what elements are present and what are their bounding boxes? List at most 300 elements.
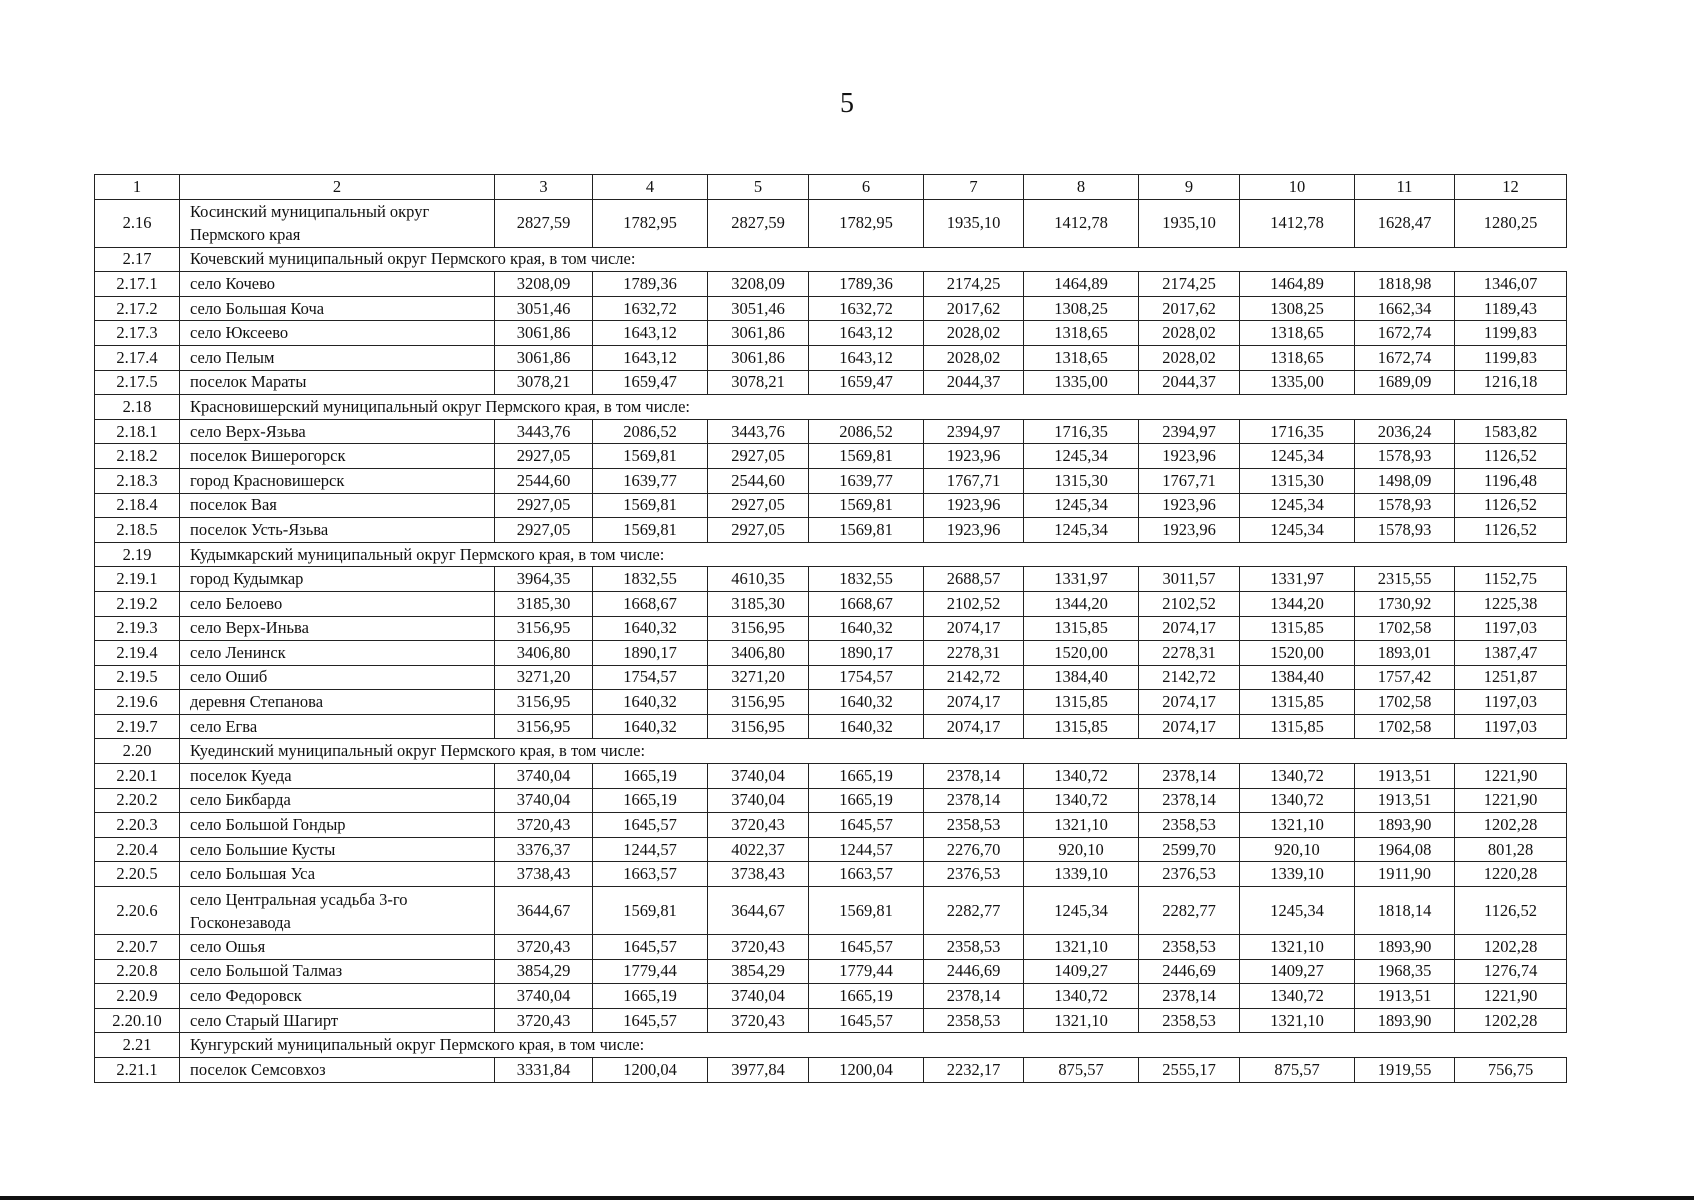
value-cell: 1818,14 (1355, 887, 1455, 935)
value-cell: 1643,12 (593, 321, 708, 346)
value-cell: 1387,47 (1455, 641, 1567, 666)
value-cell: 1221,90 (1455, 984, 1567, 1009)
value-cell: 1331,97 (1240, 567, 1355, 592)
value-cell: 1964,08 (1355, 837, 1455, 862)
value-cell: 1716,35 (1024, 419, 1139, 444)
value-cell: 1339,10 (1240, 862, 1355, 887)
table-row (95, 296, 1567, 321)
value-cell: 1645,57 (593, 1008, 708, 1033)
scan-edge-line (0, 1196, 1694, 1200)
section-row (95, 247, 1567, 272)
value-cell: 1767,71 (924, 468, 1024, 493)
value-cell: 2927,05 (495, 493, 593, 518)
value-cell: 1640,32 (593, 714, 708, 739)
value-cell: 1340,72 (1240, 984, 1355, 1009)
locality-name-cell: поселок Мараты (180, 370, 495, 395)
value-cell: 1789,36 (809, 272, 924, 297)
value-cell: 1384,40 (1024, 665, 1139, 690)
value-cell: 3156,95 (495, 616, 593, 641)
value-cell: 1409,27 (1240, 959, 1355, 984)
value-cell: 2927,05 (708, 518, 809, 543)
value-cell: 2028,02 (924, 321, 1024, 346)
row-number-cell: 2.17.5 (95, 370, 180, 395)
value-cell: 1913,51 (1355, 788, 1455, 813)
value-cell: 2142,72 (924, 665, 1024, 690)
value-cell: 1923,96 (924, 493, 1024, 518)
table-row (95, 616, 1567, 641)
value-cell: 2599,70 (1139, 837, 1240, 862)
value-cell: 3406,80 (495, 641, 593, 666)
value-cell: 1315,85 (1240, 690, 1355, 715)
section-title-cell: Куединский муниципальный округ Пермского края, в том числе: (180, 739, 1567, 764)
value-cell: 1280,25 (1455, 199, 1567, 247)
value-cell: 2074,17 (1139, 714, 1240, 739)
value-cell: 3740,04 (708, 984, 809, 1009)
value-cell: 2044,37 (924, 370, 1024, 395)
value-cell: 1754,57 (593, 665, 708, 690)
value-cell: 3720,43 (495, 935, 593, 960)
value-cell: 1126,52 (1455, 493, 1567, 518)
value-cell: 1464,89 (1240, 272, 1355, 297)
value-cell: 3156,95 (495, 714, 593, 739)
locality-name-cell: село Большие Кусты (180, 837, 495, 862)
value-cell: 875,57 (1240, 1058, 1355, 1083)
value-cell: 3720,43 (708, 1008, 809, 1033)
value-cell: 1569,81 (593, 444, 708, 469)
locality-name-cell: село Ошья (180, 935, 495, 960)
value-cell: 756,75 (1455, 1058, 1567, 1083)
value-cell: 3644,67 (495, 887, 593, 935)
value-cell: 1315,85 (1240, 714, 1355, 739)
value-cell: 1913,51 (1355, 764, 1455, 789)
locality-name-cell: село Большая Уса (180, 862, 495, 887)
value-cell: 2446,69 (924, 959, 1024, 984)
locality-name-cell: село Центральная усадьба 3-го Госконезавода (180, 887, 495, 935)
value-cell: 3051,46 (708, 296, 809, 321)
value-cell: 1244,57 (809, 837, 924, 862)
value-cell: 1754,57 (809, 665, 924, 690)
value-cell: 1569,81 (593, 887, 708, 935)
table-row (95, 444, 1567, 469)
table-row (95, 788, 1567, 813)
value-cell: 1321,10 (1024, 935, 1139, 960)
value-cell: 2394,97 (1139, 419, 1240, 444)
value-cell: 2446,69 (1139, 959, 1240, 984)
value-cell: 1221,90 (1455, 764, 1567, 789)
value-cell: 3271,20 (708, 665, 809, 690)
row-number-cell: 2.20.2 (95, 788, 180, 813)
value-cell: 1640,32 (809, 616, 924, 641)
value-cell: 2378,14 (924, 984, 1024, 1009)
value-cell: 1199,83 (1455, 345, 1567, 370)
value-cell: 2028,02 (924, 345, 1024, 370)
value-cell: 2358,53 (924, 935, 1024, 960)
value-cell: 1645,57 (809, 935, 924, 960)
value-cell: 1645,57 (809, 813, 924, 838)
value-cell: 1893,90 (1355, 935, 1455, 960)
value-cell: 1344,20 (1240, 591, 1355, 616)
row-number-cell: 2.20.6 (95, 887, 180, 935)
value-cell: 3720,43 (708, 935, 809, 960)
value-cell: 4610,35 (708, 567, 809, 592)
value-cell: 1200,04 (593, 1058, 708, 1083)
table-body (95, 175, 1567, 1083)
value-cell: 2378,14 (924, 764, 1024, 789)
table-row (95, 272, 1567, 297)
value-cell: 1200,04 (809, 1058, 924, 1083)
column-number-cell: 9 (1139, 175, 1240, 200)
row-number-cell: 2.19.7 (95, 714, 180, 739)
value-cell: 1779,44 (809, 959, 924, 984)
value-cell: 1659,47 (593, 370, 708, 395)
value-cell: 3406,80 (708, 641, 809, 666)
value-cell: 1321,10 (1240, 1008, 1355, 1033)
value-cell: 1730,92 (1355, 591, 1455, 616)
value-cell: 3964,35 (495, 567, 593, 592)
locality-name-cell: поселок Куеда (180, 764, 495, 789)
value-cell: 1832,55 (593, 567, 708, 592)
value-cell: 1340,72 (1240, 764, 1355, 789)
value-cell: 2142,72 (1139, 665, 1240, 690)
value-cell: 2358,53 (924, 1008, 1024, 1033)
value-cell: 1645,57 (809, 1008, 924, 1033)
value-cell: 2102,52 (924, 591, 1024, 616)
row-number-cell: 2.20.3 (95, 813, 180, 838)
table-row (95, 345, 1567, 370)
locality-name-cell: деревня Степанова (180, 690, 495, 715)
table-row (95, 199, 1567, 247)
value-cell: 2017,62 (924, 296, 1024, 321)
value-cell: 1321,10 (1240, 935, 1355, 960)
value-cell: 2074,17 (924, 690, 1024, 715)
table-row (95, 813, 1567, 838)
value-cell: 1643,12 (809, 321, 924, 346)
value-cell: 3720,43 (495, 1008, 593, 1033)
row-number-cell: 2.20.4 (95, 837, 180, 862)
value-cell: 3720,43 (495, 813, 593, 838)
value-cell: 2232,17 (924, 1058, 1024, 1083)
row-number-cell: 2.20.8 (95, 959, 180, 984)
value-cell: 1126,52 (1455, 518, 1567, 543)
value-cell: 2378,14 (1139, 788, 1240, 813)
value-cell: 1318,65 (1240, 345, 1355, 370)
value-cell: 1702,58 (1355, 714, 1455, 739)
row-number-cell: 2.16 (95, 199, 180, 247)
value-cell: 2376,53 (1139, 862, 1240, 887)
column-number-cell: 3 (495, 175, 593, 200)
row-number-cell: 2.17 (95, 247, 180, 272)
value-cell: 2036,24 (1355, 419, 1455, 444)
value-cell: 2044,37 (1139, 370, 1240, 395)
value-cell: 1643,12 (809, 345, 924, 370)
table-row (95, 984, 1567, 1009)
value-cell: 1245,34 (1024, 444, 1139, 469)
section-row (95, 395, 1567, 420)
row-number-cell: 2.18.2 (95, 444, 180, 469)
value-cell: 3156,95 (708, 690, 809, 715)
value-cell: 1689,09 (1355, 370, 1455, 395)
section-row (95, 1033, 1567, 1058)
value-cell: 2544,60 (495, 468, 593, 493)
value-cell: 1632,72 (809, 296, 924, 321)
value-cell: 1276,74 (1455, 959, 1567, 984)
locality-name-cell: село Юксеево (180, 321, 495, 346)
table-row (95, 959, 1567, 984)
value-cell: 3740,04 (708, 788, 809, 813)
locality-name-cell: поселок Вая (180, 493, 495, 518)
column-number-cell: 11 (1355, 175, 1455, 200)
value-cell: 1315,85 (1024, 714, 1139, 739)
value-cell: 1716,35 (1240, 419, 1355, 444)
value-cell: 1152,75 (1455, 567, 1567, 592)
value-cell: 1569,81 (593, 518, 708, 543)
row-number-cell: 2.21.1 (95, 1058, 180, 1083)
value-cell: 1659,47 (809, 370, 924, 395)
value-cell: 3156,95 (495, 690, 593, 715)
value-cell: 2376,53 (924, 862, 1024, 887)
value-cell: 2074,17 (1139, 690, 1240, 715)
tariff-table (94, 174, 1567, 1083)
value-cell: 1668,67 (593, 591, 708, 616)
value-cell: 3740,04 (495, 984, 593, 1009)
section-title-cell: Кудымкарский муниципальный округ Пермского края, в том числе: (180, 542, 1567, 567)
value-cell: 2174,25 (924, 272, 1024, 297)
value-cell: 1126,52 (1455, 444, 1567, 469)
value-cell: 1643,12 (593, 345, 708, 370)
row-number-cell: 2.19.2 (95, 591, 180, 616)
value-cell: 1409,27 (1024, 959, 1139, 984)
table-row (95, 1008, 1567, 1033)
locality-name-cell: город Красновишерск (180, 468, 495, 493)
locality-name-cell: село Большой Талмаз (180, 959, 495, 984)
value-cell: 1583,82 (1455, 419, 1567, 444)
row-number-cell: 2.18.5 (95, 518, 180, 543)
value-cell: 1782,95 (593, 199, 708, 247)
row-number-cell: 2.20.5 (95, 862, 180, 887)
value-cell: 1245,34 (1024, 887, 1139, 935)
value-cell: 3443,76 (495, 419, 593, 444)
value-cell: 1923,96 (1139, 444, 1240, 469)
value-cell: 1225,38 (1455, 591, 1567, 616)
value-cell: 1893,90 (1355, 1008, 1455, 1033)
value-cell: 1197,03 (1455, 690, 1567, 715)
value-cell: 1315,85 (1240, 616, 1355, 641)
value-cell: 1665,19 (593, 788, 708, 813)
value-cell: 1197,03 (1455, 714, 1567, 739)
value-cell: 1339,10 (1024, 862, 1139, 887)
value-cell: 1189,43 (1455, 296, 1567, 321)
value-cell: 3271,20 (495, 665, 593, 690)
value-cell: 1632,72 (593, 296, 708, 321)
value-cell: 2017,62 (1139, 296, 1240, 321)
value-cell: 1767,71 (1139, 468, 1240, 493)
value-cell: 3854,29 (495, 959, 593, 984)
locality-name-cell: село Большая Коча (180, 296, 495, 321)
column-number-cell: 10 (1240, 175, 1355, 200)
value-cell: 1665,19 (809, 788, 924, 813)
row-number-cell: 2.17.2 (95, 296, 180, 321)
value-cell: 3061,86 (495, 345, 593, 370)
value-cell: 1331,97 (1024, 567, 1139, 592)
value-cell: 1569,81 (809, 444, 924, 469)
value-cell: 2358,53 (1139, 813, 1240, 838)
value-cell: 2378,14 (1139, 764, 1240, 789)
value-cell: 1672,74 (1355, 345, 1455, 370)
value-cell: 1640,32 (809, 714, 924, 739)
section-title-cell: Кунгурский муниципальный округ Пермского края, в том числе: (180, 1033, 1567, 1058)
value-cell: 1318,65 (1240, 321, 1355, 346)
value-cell: 3331,84 (495, 1058, 593, 1083)
value-cell: 1384,40 (1240, 665, 1355, 690)
value-cell: 2174,25 (1139, 272, 1240, 297)
value-cell: 2074,17 (924, 714, 1024, 739)
value-cell: 3740,04 (708, 764, 809, 789)
row-number-cell: 2.19.4 (95, 641, 180, 666)
value-cell: 1220,28 (1455, 862, 1567, 887)
row-number-cell: 2.20.1 (95, 764, 180, 789)
value-cell: 1578,93 (1355, 493, 1455, 518)
value-cell: 2276,70 (924, 837, 1024, 862)
value-cell: 1968,35 (1355, 959, 1455, 984)
value-cell: 920,10 (1024, 837, 1139, 862)
locality-name-cell: село Верх-Язьва (180, 419, 495, 444)
value-cell: 1498,09 (1355, 468, 1455, 493)
value-cell: 1412,78 (1240, 199, 1355, 247)
value-cell: 920,10 (1240, 837, 1355, 862)
value-cell: 1315,30 (1240, 468, 1355, 493)
locality-name-cell: поселок Семсовхоз (180, 1058, 495, 1083)
value-cell: 1340,72 (1024, 764, 1139, 789)
column-number-cell: 12 (1455, 175, 1567, 200)
locality-name-cell: город Кудымкар (180, 567, 495, 592)
value-cell: 3156,95 (708, 714, 809, 739)
row-number-cell: 2.19.1 (95, 567, 180, 592)
value-cell: 1196,48 (1455, 468, 1567, 493)
value-cell: 1757,42 (1355, 665, 1455, 690)
section-title-cell: Красновишерский муниципальный округ Пермского края, в том числе: (180, 395, 1567, 420)
value-cell: 3740,04 (495, 764, 593, 789)
value-cell: 3376,37 (495, 837, 593, 862)
row-number-cell: 2.17.3 (95, 321, 180, 346)
value-cell: 3061,86 (708, 321, 809, 346)
section-row (95, 739, 1567, 764)
value-cell: 3738,43 (495, 862, 593, 887)
table-row (95, 493, 1567, 518)
value-cell: 1662,34 (1355, 296, 1455, 321)
value-cell: 1668,67 (809, 591, 924, 616)
value-cell: 1315,85 (1024, 690, 1139, 715)
locality-name-cell: село Старый Шагирт (180, 1008, 495, 1033)
value-cell: 2688,57 (924, 567, 1024, 592)
value-cell: 801,28 (1455, 837, 1567, 862)
column-number-cell: 5 (708, 175, 809, 200)
value-cell: 1346,07 (1455, 272, 1567, 297)
value-cell: 1640,32 (593, 690, 708, 715)
value-cell: 3078,21 (708, 370, 809, 395)
locality-name-cell: село Ленинск (180, 641, 495, 666)
value-cell: 2086,52 (809, 419, 924, 444)
value-cell: 1340,72 (1240, 788, 1355, 813)
value-cell: 1923,96 (1139, 493, 1240, 518)
table-row (95, 714, 1567, 739)
row-number-cell: 2.20 (95, 739, 180, 764)
value-cell: 1244,57 (593, 837, 708, 862)
table-row (95, 1058, 1567, 1083)
value-cell: 1628,47 (1355, 199, 1455, 247)
value-cell: 2378,14 (1139, 984, 1240, 1009)
value-cell: 3740,04 (495, 788, 593, 813)
value-cell: 1665,19 (809, 984, 924, 1009)
value-cell: 1520,00 (1024, 641, 1139, 666)
column-number-cell: 2 (180, 175, 495, 200)
value-cell: 1672,74 (1355, 321, 1455, 346)
value-cell: 2102,52 (1139, 591, 1240, 616)
table-row (95, 370, 1567, 395)
value-cell: 1245,34 (1024, 493, 1139, 518)
row-number-cell: 2.19.6 (95, 690, 180, 715)
value-cell: 1321,10 (1240, 813, 1355, 838)
value-cell: 1789,36 (593, 272, 708, 297)
value-cell: 1569,81 (809, 493, 924, 518)
value-cell: 1645,57 (593, 813, 708, 838)
table-row (95, 591, 1567, 616)
page-number: 5 (840, 88, 854, 119)
value-cell: 2278,31 (1139, 641, 1240, 666)
section-row (95, 542, 1567, 567)
table-row (95, 665, 1567, 690)
value-cell: 1639,77 (809, 468, 924, 493)
row-number-cell: 2.19.3 (95, 616, 180, 641)
value-cell: 1197,03 (1455, 616, 1567, 641)
value-cell: 1665,19 (593, 984, 708, 1009)
row-number-cell: 2.20.10 (95, 1008, 180, 1033)
value-cell: 1832,55 (809, 567, 924, 592)
value-cell: 1702,58 (1355, 616, 1455, 641)
locality-name-cell: село Большой Гондыр (180, 813, 495, 838)
value-cell: 1923,96 (1139, 518, 1240, 543)
value-cell: 1665,19 (593, 764, 708, 789)
value-cell: 1412,78 (1024, 199, 1139, 247)
value-cell: 1663,57 (593, 862, 708, 887)
row-number-cell: 2.18 (95, 395, 180, 420)
value-cell: 2358,53 (1139, 935, 1240, 960)
value-cell: 1935,10 (1139, 199, 1240, 247)
table-row (95, 764, 1567, 789)
row-number-cell: 2.18.4 (95, 493, 180, 518)
column-number-cell: 6 (809, 175, 924, 200)
value-cell: 1520,00 (1240, 641, 1355, 666)
locality-name-cell: село Кочево (180, 272, 495, 297)
value-cell: 1464,89 (1024, 272, 1139, 297)
row-number-cell: 2.20.9 (95, 984, 180, 1009)
table-row (95, 887, 1567, 935)
value-cell: 1578,93 (1355, 518, 1455, 543)
column-number-cell: 8 (1024, 175, 1139, 200)
value-cell: 1245,34 (1240, 518, 1355, 543)
value-cell: 2544,60 (708, 468, 809, 493)
table-row (95, 468, 1567, 493)
value-cell: 1663,57 (809, 862, 924, 887)
value-cell: 1890,17 (593, 641, 708, 666)
value-cell: 1202,28 (1455, 1008, 1567, 1033)
value-cell: 1199,83 (1455, 321, 1567, 346)
table-row (95, 690, 1567, 715)
value-cell: 2827,59 (708, 199, 809, 247)
value-cell: 2927,05 (708, 493, 809, 518)
locality-name-cell: село Бикбарда (180, 788, 495, 813)
value-cell: 1340,72 (1024, 788, 1139, 813)
value-cell: 1221,90 (1455, 788, 1567, 813)
